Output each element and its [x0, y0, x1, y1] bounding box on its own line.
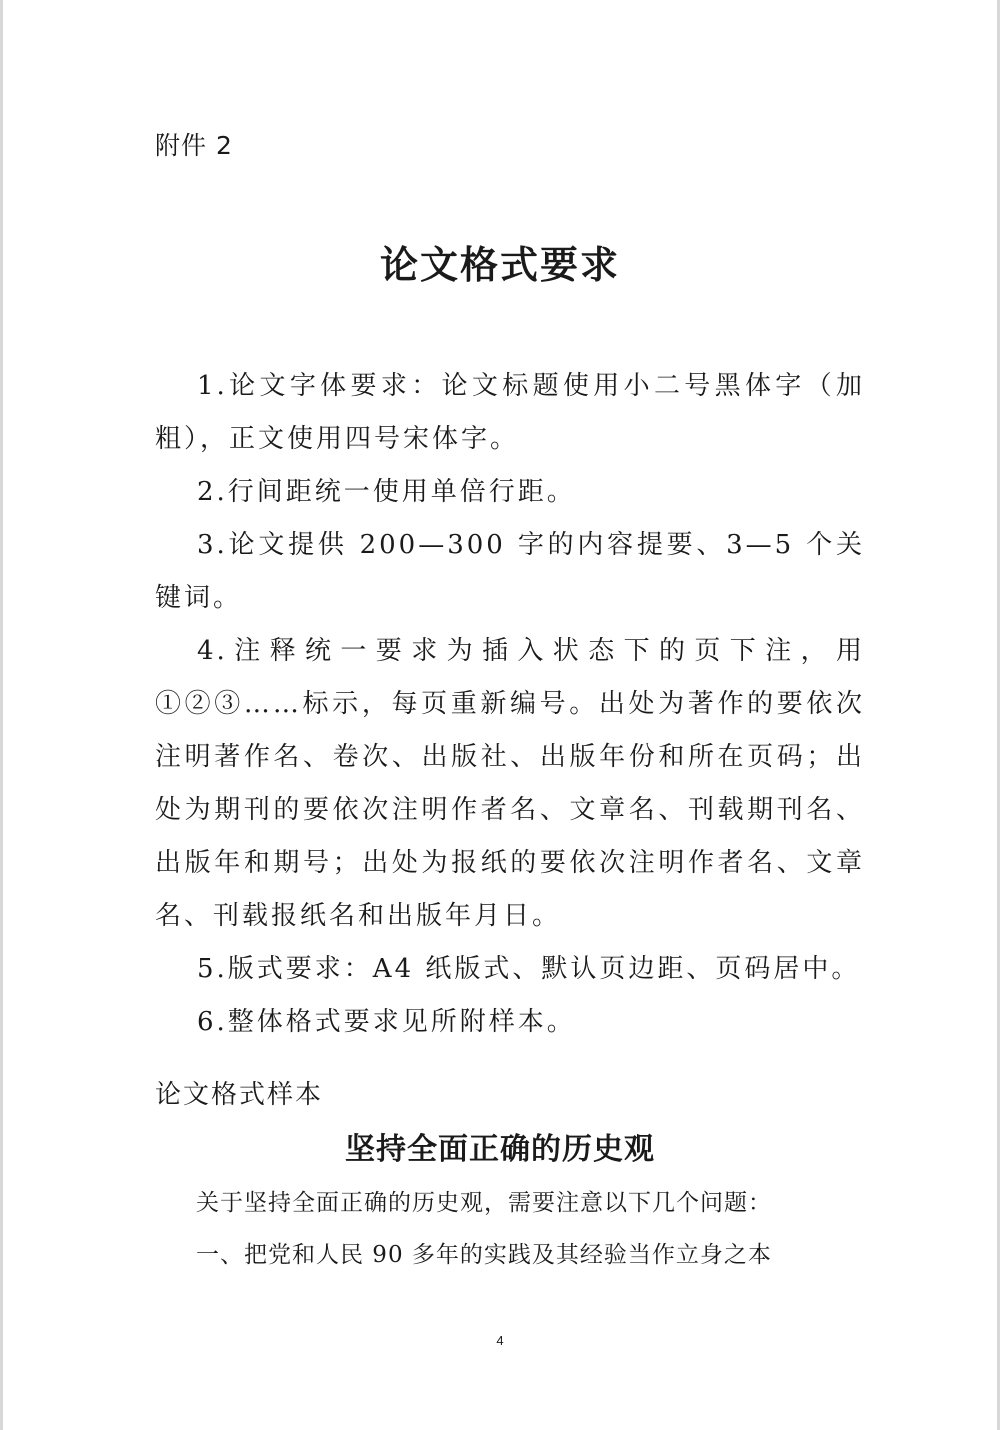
requirement-item: 2.行间距统一使用单倍行距。	[197, 477, 576, 507]
sample-first-heading: 一、把党和人民 90 多年的实践及其经验当作立身之本	[196, 1242, 772, 1268]
page-left-edge	[0, 0, 3, 1430]
sample-intro: 关于坚持全面正确的历史观，需要注意以下几个问题：	[196, 1190, 772, 1216]
page-number: 4	[496, 1333, 504, 1348]
attachment-label: 附件 2	[155, 131, 233, 160]
requirement-item: 4.注释统一要求为插入状态下的页下注，用①②③……标示，每页重新编号。出处为著作的要依次注明著作名、卷次、出版社、出版年份和所在页码；出处为期刊的要依次注明作者名、文章名、刊载期刊名、出版年和期号；出处为报纸的要依次注明作者名、文章名、刊载报纸名和出版年月日。	[155, 636, 865, 931]
main-title: 论文格式要求	[379, 243, 620, 287]
requirements-list	[155, 360, 865, 1049]
sample-title: 坚持全面正确的历史观	[345, 1132, 655, 1167]
requirement-item: 5.版式要求：A4 纸版式、默认页边距、页码居中。	[197, 954, 861, 984]
requirement-item: 1.论文字体要求：论文标题使用小二号黑体字（加粗），正文使用四号宋体字。	[155, 371, 865, 454]
requirement-item: 6.整体格式要求见所附样本。	[197, 1007, 576, 1037]
requirement-item: 3.论文提供 200—300 字的内容提要、3—5 个关键词。	[155, 530, 865, 613]
sample-label: 论文格式样本	[155, 1080, 324, 1110]
